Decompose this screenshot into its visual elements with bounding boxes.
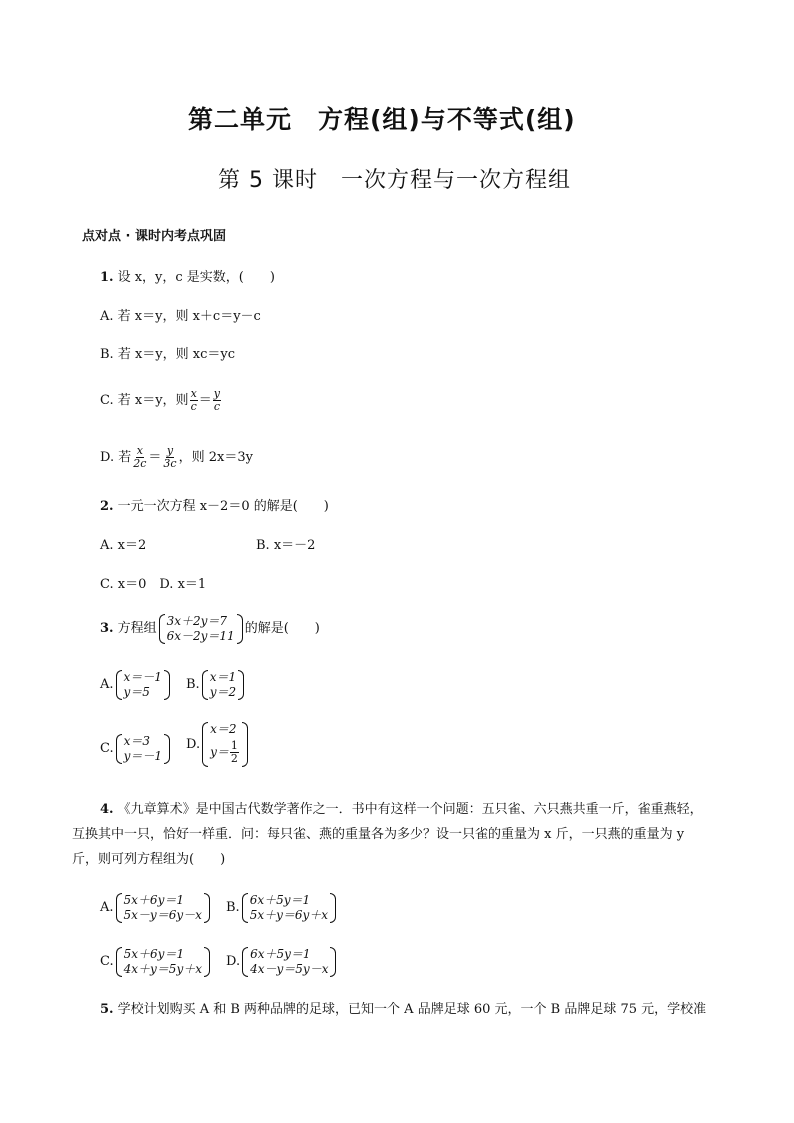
equation: 5x＋y＝6y＋x xyxy=(249,908,329,922)
question-stem: 一元一次方程 x－2＝0 的解是( ) xyxy=(117,499,329,514)
equation-system xyxy=(242,893,336,923)
q3-option-a xyxy=(100,670,172,700)
question-number: 3. xyxy=(100,621,114,636)
equation: x＝2 xyxy=(210,722,237,736)
question-4-line-2: 互换其中一只，恰好一样重．问：每只雀、燕的重量各为多少？设一只雀的重量为 x 斤，一只燕的重量为 y xyxy=(72,827,685,842)
denominator: 2 xyxy=(230,751,238,765)
option-label: B. xyxy=(186,677,200,692)
q1-option-d xyxy=(100,445,253,470)
fraction xyxy=(230,740,239,765)
question-stem: 的解是( ) xyxy=(244,621,320,636)
left-brace xyxy=(116,670,122,700)
right-brace xyxy=(238,670,244,700)
q3-option-c xyxy=(100,734,172,764)
equals-sign: ＝ xyxy=(148,449,162,465)
equation-system xyxy=(116,670,170,700)
q3-option-d xyxy=(186,722,250,767)
page-title: 第二单元 方程(组)与不等式(组) xyxy=(188,105,576,134)
equation: 6x＋5y＝1 xyxy=(249,893,311,907)
question-stem: 《九章算术》是中国古代数学著作之一．书中有这样一个问题：五只雀、六只燕共重一斤，雀重燕轻， xyxy=(117,802,703,817)
question-number: 4. xyxy=(100,802,114,817)
q4-option-b xyxy=(226,893,338,923)
fraction xyxy=(213,388,221,413)
right-brace xyxy=(330,947,336,977)
question-stem: 设 x，y，c 是实数，( ) xyxy=(117,270,275,285)
q2-option-cd: C. x＝0 D. x＝1 xyxy=(100,577,207,592)
equation-system xyxy=(159,614,243,644)
left-brace xyxy=(202,722,208,767)
equation-system xyxy=(116,893,210,923)
page-subtitle: 第 5 课时 一次方程与一次方程组 xyxy=(218,168,571,193)
left-brace xyxy=(116,947,122,977)
equation: 3x＋2y＝7 xyxy=(166,614,228,628)
option-label: A. xyxy=(100,900,114,915)
question-4 xyxy=(100,798,760,822)
right-brace xyxy=(204,947,210,977)
q2-option-a: A. x＝2 xyxy=(100,538,147,553)
question-5 xyxy=(100,1000,706,1020)
question-3 xyxy=(100,614,320,644)
right-brace xyxy=(330,893,336,923)
equation: 5x＋6y＝1 xyxy=(123,893,184,907)
option-label: A. xyxy=(100,677,114,692)
option-label: C. xyxy=(100,954,114,969)
denominator: c xyxy=(190,400,197,413)
q1-option-c xyxy=(100,388,222,413)
equation: 5x－y＝6y－x xyxy=(123,908,202,922)
question-number: 2. xyxy=(100,499,114,514)
q1-option-b: B. 若 x＝y，则 xc＝yc xyxy=(100,347,235,362)
left-brace xyxy=(159,614,165,644)
equation-system xyxy=(202,722,248,767)
equation: 6x＋5y＝1 xyxy=(250,947,311,961)
section-label: 点对点 · 课时内考点巩固 xyxy=(82,229,226,244)
q3-option-b xyxy=(186,670,246,700)
equation: y＝5 xyxy=(123,685,150,699)
option-label: D. xyxy=(186,736,201,752)
denominator: 3c xyxy=(163,457,177,470)
option-text: ，则 2x＝3y xyxy=(178,449,253,465)
numerator: x xyxy=(136,444,143,457)
equation-text: y＝ xyxy=(210,745,229,759)
numerator: y xyxy=(166,444,174,457)
question-4-line-3: 斤，则可列方程组为( ) xyxy=(72,852,226,867)
equation: 4x＋y＝5y＋x xyxy=(123,962,202,976)
equation: y＝－1 xyxy=(123,749,163,763)
question-1 xyxy=(100,268,275,288)
equation-system xyxy=(116,947,210,977)
equation-system xyxy=(242,947,336,977)
denominator: 2c xyxy=(133,457,147,470)
left-brace xyxy=(242,947,248,977)
option-label: B. xyxy=(226,900,240,915)
right-brace xyxy=(237,614,243,644)
equation: x＝1 xyxy=(209,670,237,684)
equation: 5x＋6y＝1 xyxy=(123,947,185,961)
right-brace xyxy=(164,670,170,700)
equals-sign: ＝ xyxy=(198,392,212,408)
question-2 xyxy=(100,497,329,517)
denominator: c xyxy=(213,400,220,413)
numerator: y xyxy=(213,387,221,400)
right-brace xyxy=(204,893,210,923)
left-brace xyxy=(116,734,122,764)
q4-option-c xyxy=(100,947,212,977)
question-stem: 方程组 xyxy=(117,621,157,636)
equation xyxy=(210,737,240,767)
question-stem: 学校计划购买 A 和 B 两种品牌的足球，已知一个 A 品牌足球 60 元，一个 B 品牌足球 75 元，学校准 xyxy=(117,1002,707,1017)
equation: x＝－1 xyxy=(123,670,162,684)
option-text: C. 若 x＝y，则 xyxy=(100,392,189,408)
numerator: 1 xyxy=(230,738,238,752)
question-number: 5. xyxy=(100,1002,114,1017)
fraction xyxy=(162,445,177,470)
question-number: 1. xyxy=(100,270,114,285)
fraction xyxy=(132,445,147,470)
option-text: D. 若 xyxy=(100,449,132,465)
left-brace xyxy=(242,893,248,923)
equation: 6x－2y＝11 xyxy=(166,629,235,643)
q1-option-a: A. 若 x＝y，则 x＋c＝y－c xyxy=(100,309,261,324)
right-brace xyxy=(164,734,170,764)
q4-option-d xyxy=(226,947,338,977)
q4-option-a xyxy=(100,893,212,923)
equation-system xyxy=(202,670,244,700)
option-label: D. xyxy=(226,954,241,969)
right-brace xyxy=(242,722,248,767)
option-label: C. xyxy=(100,741,114,756)
equation: x＝3 xyxy=(123,734,151,748)
left-brace xyxy=(202,670,208,700)
equation: 4x－y＝5y－x xyxy=(250,962,329,976)
numerator: x xyxy=(190,387,197,400)
equation: y＝2 xyxy=(209,685,237,699)
left-brace xyxy=(116,893,122,923)
q2-option-b: B. x＝－2 xyxy=(256,538,316,553)
equation-system xyxy=(116,734,170,764)
fraction xyxy=(190,388,198,413)
